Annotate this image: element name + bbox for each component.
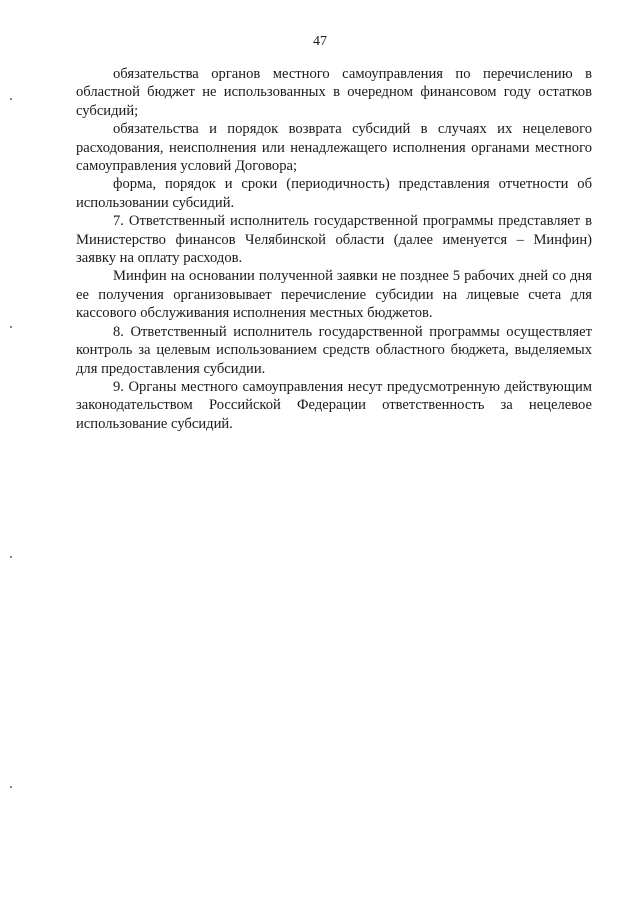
paragraph-reporting-form: форма, порядок и сроки (периодичность) представления отчетности об использовании субсидий. bbox=[76, 176, 592, 211]
paragraph-item-8: 8. Ответственный исполнитель государственной программы осуществляет контроль за целевым использованием средств областного бюджета, выделяемых для предоставления субсидии. bbox=[76, 323, 592, 377]
paragraph-misuse-obligations: обязательства и порядок возврата субсидий в случаях их нецелевого расходования, неисполнения или ненадлежащего исполнения органами местного самоуправления условий Договора; bbox=[76, 121, 592, 175]
paragraph-item-9: 9. Органы местного самоуправления несут предусмотренную действующим законодательством Российской Федерации ответственность за нецелевое использование субсидий. bbox=[76, 378, 592, 432]
scan-margin-mark bbox=[10, 98, 12, 100]
document-body bbox=[76, 65, 592, 433]
paragraph-item-7: 7. Ответственный исполнитель государственной программы представляет в Министерство финансов Челябинской области (далее именуется – Минфин) заявку на оплату расходов. bbox=[76, 213, 592, 267]
scan-margin-mark bbox=[10, 556, 12, 558]
scan-margin-mark bbox=[10, 326, 12, 328]
paragraph-minfin-transfer: Минфин на основании полученной заявки не позднее 5 рабочих дней со дня ее получения организовывает перечисление субсидии на лицевые счета для кассового обслуживания исполнения местных бюджетов. bbox=[76, 268, 592, 322]
paragraph-return-obligations: обязательства органов местного самоуправления по перечислению в областной бюджет не использованных в очередном финансовом году остатков субсидий; bbox=[76, 66, 592, 119]
page-number: 47 bbox=[313, 34, 327, 49]
scan-margin-mark bbox=[10, 786, 12, 788]
